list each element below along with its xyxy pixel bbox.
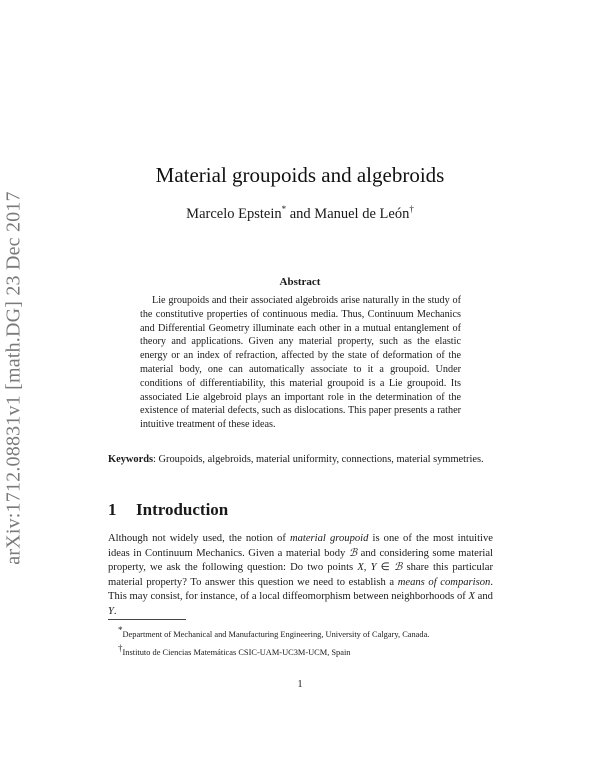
paper-title: Material groupoids and algebroids [155,163,445,187]
intro-text: share this particular material property? To answer this question we need to establish a [108,562,493,588]
keywords-paragraph [108,453,493,467]
intro-math: X, Y [357,562,377,574]
intro-math: X [468,591,475,603]
section-title: Introduction [136,500,229,519]
author-line [0,204,600,223]
footnote-1 [108,625,493,640]
intro-text: is one of the most intuitive ideas in Continuum Mechanics. Given a material body [108,533,493,559]
intro-text: . This may consist, for instance, of a local diffeomorphism between neighborhoods of [108,576,493,603]
footnote-mark-1: * [118,625,123,635]
author-connector: and [289,205,311,222]
intro-text: and considering some material property, we ask the following question: Do two points [108,547,494,574]
intro-paragraph [108,532,493,620]
section-heading [108,500,228,520]
arxiv-identifier-text: arXiv:1712.08831v1 [math.DG] 23 Dec 2017 [2,191,25,565]
author-epstein: Marcelo Epstein [186,205,282,222]
intro-emphasis: means of comparison [397,576,491,588]
footnote-text-1: Department of Mechanical and Manufacturing Engineering, University of Calgary, Canada. [122,629,430,639]
abstract-heading: Abstract [279,276,321,288]
intro-text: ∈ [376,562,394,574]
abstract-body: Lie groupoids and their associated algebroids arise naturally in the study of the constitutive properties of continuous media. Thus, Continuum Mechanics and Differential Geometry illuminate each other in a mutual entanglement of theory and applications. Given any material property, such as the elastic energy or an index of refraction, affected by the state of deformation of the material body, one can automatically associate to it a groupoid. Under conditions of differentiability, this material groupoid is a Lie groupoid. Its associated Lie algebroid plays an important role in the determination of the existence of material defects, such as dislocations. This paper presents a rather intuitive treatment of these ideas. [140,295,461,431]
keywords-label: Keywords [108,454,154,465]
footnote-text-2: Instituto de Ciencias Matemáticas CSIC-UAM-UC3M-UCM, Spain [122,648,351,658]
intro-text: Although not widely used, the notion of [108,533,290,544]
intro-math: ℬ [348,547,358,559]
footnotes [108,625,493,662]
section-number: 1 [108,500,117,519]
footnote-mark-2: † [118,643,123,654]
footnote-2 [108,643,493,658]
intro-math: ℬ [393,562,403,574]
author-footnote-mark-2: † [409,204,414,214]
intro-text: and [474,591,493,603]
author-footnote-mark-1: * [281,204,287,214]
footnote-divider [108,619,186,620]
author-de-leon: Manuel de León [314,205,410,222]
intro-emphasis: material groupoid [289,533,369,544]
page-number: 1 [297,679,303,690]
keywords-text: : Groupoids, algebroids, material uniformity, connections, material symmetries. [153,454,484,465]
intro-text: . [113,605,117,617]
intro-math: Y [108,605,114,617]
